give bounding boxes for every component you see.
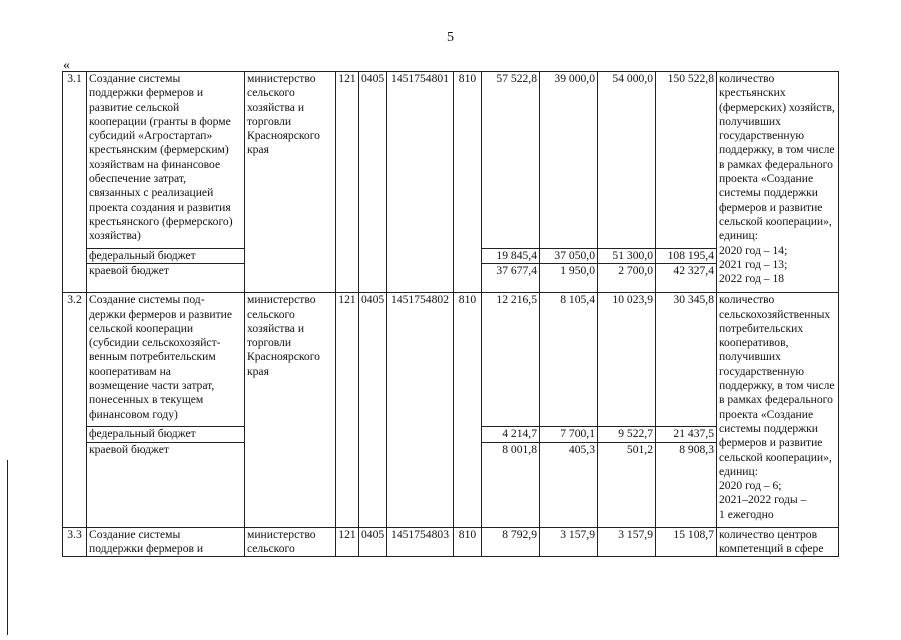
row-number: 3.1 <box>63 72 87 293</box>
value-2021: 8 105,4 <box>540 293 598 427</box>
row-number: 3.2 <box>63 293 87 527</box>
value-2022: 54 000,0 <box>598 72 656 249</box>
federal-budget-label: федеральный бюджет <box>87 427 245 442</box>
table-row <box>63 527 839 557</box>
row-number: 3.3 <box>63 527 87 557</box>
responsible-ministry: министерство сельского хозяйства и торговли Красноярского края <box>245 293 336 527</box>
federal-value-2020: 4 214,7 <box>482 427 540 442</box>
value-2021: 39 000,0 <box>540 72 598 249</box>
regional-value-total: 8 908,3 <box>656 442 717 527</box>
expected-result: количество сельскохозяйственных потребительских кооперативов, получивших государственную поддержку, в том числе в рамках федерального проекта «Создание системы поддержки фермеров и развитие сельской кооперации», единиц: 2020 год – 6; 2021–2022 годы – 1 ежегодно <box>717 293 839 527</box>
row-description: Создание системы под- держки фермеров и развитие сельской кооперации (субсидии сельскохозяйст- венным потребительским кооперативам на возмещение части затрат, понесенных в текущем финансовом году) <box>87 293 245 427</box>
code-expense-type: 810 <box>454 72 482 293</box>
federal-value-2022: 9 522,7 <box>598 427 656 442</box>
federal-value-2022: 51 300,0 <box>598 249 656 264</box>
opening-quote: « <box>63 58 70 73</box>
value-total: 150 522,8 <box>656 72 717 249</box>
value-2020: 12 216,5 <box>482 293 540 427</box>
code-grbs: 121 <box>336 293 359 527</box>
table-row <box>63 72 839 249</box>
regional-budget-label: краевой бюджет <box>87 442 245 527</box>
code-section: 0405 <box>359 293 387 527</box>
value-total: 15 108,7 <box>656 527 717 557</box>
regional-value-2021: 1 950,0 <box>540 264 598 293</box>
federal-value-total: 21 437,5 <box>656 427 717 442</box>
federal-value-total: 108 195,4 <box>656 249 717 264</box>
code-expense-type: 810 <box>454 293 482 527</box>
responsible-ministry: министерство сельского <box>245 527 336 557</box>
code-target: 1451754803 <box>387 527 454 557</box>
page-number: 5 <box>447 30 454 45</box>
federal-budget-label: федеральный бюджет <box>87 249 245 264</box>
row-description: Создание системы поддержки фермеров и <box>87 527 245 557</box>
code-grbs: 121 <box>336 72 359 293</box>
code-target: 1451754801 <box>387 72 454 293</box>
expected-result: количество центров компетенций в сфере <box>717 527 839 557</box>
budget-table <box>62 71 839 557</box>
federal-value-2021: 7 700,1 <box>540 427 598 442</box>
code-section: 0405 <box>359 527 387 557</box>
responsible-ministry: министерство сельского хозяйства и торговли Красноярского края <box>245 72 336 293</box>
table-row <box>63 293 839 427</box>
regional-value-2020: 37 677,4 <box>482 264 540 293</box>
regional-value-2022: 501,2 <box>598 442 656 527</box>
code-grbs: 121 <box>336 527 359 557</box>
regional-value-2022: 2 700,0 <box>598 264 656 293</box>
value-total: 30 345,8 <box>656 293 717 427</box>
regional-value-total: 42 327,4 <box>656 264 717 293</box>
regional-value-2020: 8 001,8 <box>482 442 540 527</box>
value-2020: 8 792,9 <box>482 527 540 557</box>
federal-value-2021: 37 050,0 <box>540 249 598 264</box>
federal-value-2020: 19 845,4 <box>482 249 540 264</box>
margin-line <box>7 460 8 635</box>
code-target: 1451754802 <box>387 293 454 527</box>
regional-budget-label: краевой бюджет <box>87 264 245 293</box>
value-2022: 3 157,9 <box>598 527 656 557</box>
value-2020: 57 522,8 <box>482 72 540 249</box>
value-2021: 3 157,9 <box>540 527 598 557</box>
code-section: 0405 <box>359 72 387 293</box>
code-expense-type: 810 <box>454 527 482 557</box>
expected-result: количество крестьянских (фермерских) хозяйств, получивших государственную поддержку, в том числе в рамках федерального проекта «Создание системы поддержки фермеров и развитие сельской кооперации», единиц: 2020 год – 14; 2021 год – 13; 2022 год – 18 <box>717 72 839 293</box>
value-2022: 10 023,9 <box>598 293 656 427</box>
row-description: Создание системы поддержки фермеров и развитие сельской кооперации (гранты в форме субсидий «Агростартап» крестьянским (фермерским) хозяйствам на финансовое обеспечение затрат, связанных с реализацией проекта создания и развития крестьянского (фермерского) хозяйства) <box>87 72 245 249</box>
regional-value-2021: 405,3 <box>540 442 598 527</box>
